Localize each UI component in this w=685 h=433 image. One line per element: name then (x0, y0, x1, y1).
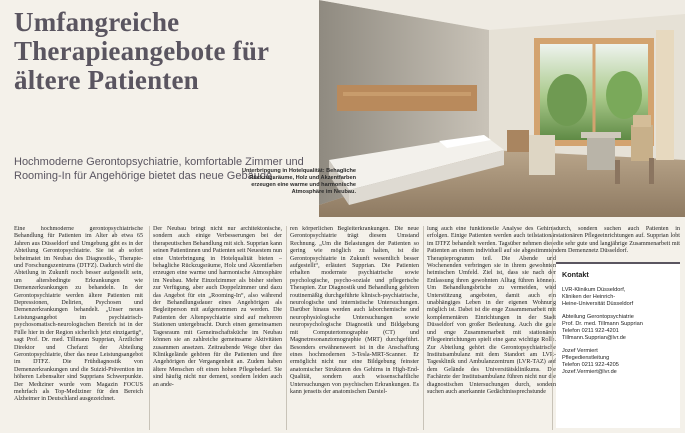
article-column-2: Der Neubau bringt nicht nur architektonische, sondern auch einige Verbesserungen bei der therapeutischen Behandlung mit sich. Supprian kann seinen Patientinnen und Patienten seit Neuestem nun eine Unterbringung in Hotelqualität bieten – behagliche Rückzugsräume, Holz und Akzentfarben erzeugen eine warme und harmonische Atmosphäre im Neubau. Mehr Einzelzimmer als bisher stehen zur Verfügung, aber auch Doppelzimmer und dazu das Angebot für ein „Rooming-In“, also während der Behandlungsdauer eines Angehörigen als Begleitperson mit aufgenommen zu werden. Die Patienten der Altenpsychiatrie sind auf mehreren Stationen untergebracht. Durch einen gemeinsamen Tagesraum mit Gemeinschaftsküche im Neubau können sie an zahlreiche gemeinsame Aktivitäten zusammen ansetzen. Zeitraubende Wege über das Klinikgelände gehören für die Patienten und ihre Angehörigen der Vergangenheit an. Zudem haben ältere Menschen oft einen hohen Pflegebedarf. Sie sind häufig nicht nur dement, sondern leiden auch an ande- (153, 226, 282, 388)
contact-line: LVR-Klinikum Düsseldorf, (562, 287, 626, 293)
column-divider (149, 226, 150, 430)
contact-line: Kliniken der Heinrich- (562, 294, 616, 300)
contact-phone: Telefon 0211 922-4205 (562, 362, 619, 368)
headline: Umfangreiche Therapieangebote für ältere Patienten (14, 7, 269, 95)
contact-line: Heine-Universität Düsseldorf (562, 301, 634, 307)
article-column-5: durch, sondern suchen auch Patienten in stationären Pflegeeinrichtungen auf. Supprian lobt die sehr gute und langjährige Zusammenarbeit mit dem Demenznetz Düsseldorf. (556, 226, 680, 255)
room-photo (319, 0, 685, 217)
subheadline: Hochmoderne Gerontopsychiatrie, komfortable Zimmer und Rooming-In für Angehörige bietet das neue Gebäude. (14, 156, 304, 182)
room-illustration (319, 0, 685, 217)
column-divider (552, 226, 553, 430)
contact-email[interactable]: Tillmann.Supprian@lvr.de (562, 335, 626, 341)
image-caption: Unterbringung in Hotelqualität: Behagliche Rückzugsräume, Holz und Akzentfarben erzeugen eine warme und harmonische Atmosphäre im Neubau. (241, 168, 356, 195)
contact-line: Pflegedienstleitung (562, 355, 610, 361)
contact-clinic (562, 287, 674, 308)
contact-box (556, 262, 680, 428)
contact-line: Prof. Dr. med. Tillmann Supprian (562, 321, 643, 327)
column-divider (286, 226, 287, 430)
column-divider (423, 226, 424, 430)
contact-phone: Telefon 0211 922-4201 (562, 328, 619, 334)
contact-department (562, 314, 674, 342)
article-column-3: ren körperlichen Begleiterkrankungen. Die neue Gerontopsychiatrie trägt diesem Umstand Rechnung. „Um die Belastungen der Patienten so gering wie möglich zu halten, ist die Gerontopsychiatrie in Zukunft wesentlich besser aufgestellt“, erläutert Supprian. Die Patienten erhalten modernste psychiatrische sowie psychologische, psycho-soziale und pflegerische Therapien. Zur Diagnostik und Behandlung gehören routinemäßig durchgeführte klinisch-psychiatrische, neurologische und internistische Untersuchungen. Darüber hinaus werden auch laborchemische und neurophysiologische Untersuchungen sowie neuropsychologische Diagnostik und Bildgebung mit Computertomographie (CT) und Magnetresonanztomographie (MRT) durchgeführt. Besonders erwähnenswert ist in die Anschaffung eines hochmodernen 3-Tesla-MRT-Scanner. Er ermöglicht nicht nur eine Bildgebung feinster anatomischer Strukturen des Gehirns in High-End-Qualität, sondern auch wissenschaftliche Untersuchungen von psychischen Erkrankungen. Es kann jenseits der anatomischen Darstel- (290, 226, 419, 395)
contact-email[interactable]: Jozef.Vermiert@lvr.de (562, 369, 617, 375)
contact-title: Kontakt (562, 270, 589, 279)
contact-line: Jozef Vermiert (562, 348, 598, 354)
contact-line: Abteilung Gerontopsychiatrie (562, 314, 634, 320)
contact-nursing (562, 348, 674, 376)
article-column-1: Eine hochmoderne gerontopsychiatrische Behandlung für Patienten im Alter ab etwa 65 Jahren aus Düsseldorf und Umgebung gibt es in der Abteilung Gerontopsychiatrie. Sie ist ab sofort beheimatet im Neubau des Diagnostik-, Therapie- und Forschungszentrums (DTFZ). Dadurch wird die Abteilung in Zukunft noch besser aufgestellt sein, um altersbedingte Erkrankungen wie Demenzerkrankungen zu behandeln. In der Gerontopsychiatrie werden ältere Patienten mit Depressionen, Delirien, Psychosen und Demenzerkrankungen behandelt. „Unser neues Leistungsangebot im psychiatrisch-psychosomatisch-neurologischen Bereich ist in der Fülle hier in der Region sicherlich jetzt einzigartig“, sagt Prof. Dr. med. Tillmann Supprian, Ärztlicher Direktor und Chefarzt der Abteilung Gerontopsychiatrie, über das neue Leistungsangebot im DTFZ. Die Frühdiagnostik von Demenzerkrankungen und die Suizid-Prävention im höheren Lebensalter sind Supprians Schwerpunkte. Der Mediziner wurde vom Magazin FOCUS mehrfach als Top-Mediziner für den Bereich Alzheimer in Deutschland ausgezeichnet. (14, 226, 143, 403)
article-column-4: lung auch eine funktionelle Analyse des Gehirns erfolgen. Einige Patienten werden auch teilstationär im DTFZ behandelt werden. Tagsüber nehmen diese Patienten an einem individuell auf sie abgestimmten Therapieprogramm teil. Die Abende und Wochenenden verbringen sie in ihrem gewohnten heimischen Umfeld. Ziel ist, dass sie nach der Entlassung ihren gewohnten Alltag führen können. Um Behandlungsbrüche zu vermeiden, wird Unterstützung angeboten, damit auch ein unabhängiges Leben in der eigenen Wohnung möglich ist. Dabei ist die enge Zusammenarbeit mit komplementären Einrichtungen in der Stadt Düsseldorf von großer Bedeutung. Auch die gute und enge Zusammenarbeit mit stationären Pflegeeinrichtungen spielt eine ganz wichtige Rolle. Zur Abteilung gehört die Gerontopsychiatrische Institutsambulanz mit dem Standort am LVR-Tagesklinik und Ambulanzzentrum (LVR-TAZ) auf dem Gelände des Universitätsklinikums. Die Fachärzte der Institutsambulanz führen nicht nur die diagnostischen Untersuchungen durch, sondern suchen auch anerkannte Gedächtnissprechstunde (427, 226, 556, 395)
